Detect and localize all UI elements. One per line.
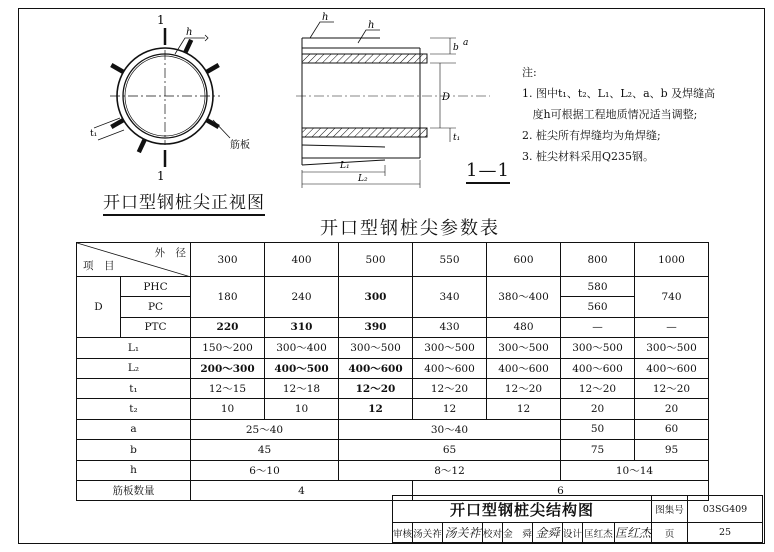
note-item-1: 1. 图中t₁、t₂、L₁、L₂、a、b 及焊缝高 (522, 87, 716, 100)
section-mark-bottom: 1 (157, 169, 165, 183)
header-outer-diameter: 外 径 (154, 247, 186, 259)
ptc-800: — (561, 317, 635, 337)
diameter-550: 550 (413, 243, 487, 277)
note-item-2: 2. 桩尖所有焊缝均为角焊缝; (522, 129, 661, 142)
t1-550: 12～20 (413, 378, 487, 398)
dim-t1: t₁ (453, 133, 461, 143)
a-1000: 60 (635, 419, 709, 439)
b-label: b (77, 440, 191, 460)
l1-800: 300～500 (561, 338, 635, 358)
diameter-600: 600 (487, 243, 561, 277)
parameter-table (76, 242, 709, 501)
b-1000: 95 (635, 440, 709, 460)
pc-label: PC (121, 297, 191, 317)
t1-600: 12～20 (487, 378, 561, 398)
designer-name: 匡红杰 (583, 523, 615, 543)
phc-800: 580 (561, 277, 635, 297)
dim-L2: L₂ (358, 174, 368, 184)
a-300-400: 25～40 (191, 419, 339, 439)
ptc-label: PTC (121, 317, 191, 337)
t2-400: 10 (265, 399, 339, 419)
l1-label: L₁ (77, 338, 191, 358)
ptc-1000: — (635, 317, 709, 337)
drawing-title: 开口型钢桩尖结构图 (393, 496, 652, 523)
atlas-label: 图集号 (652, 496, 688, 523)
check-label: 校对 (483, 523, 503, 543)
thickness-label: t₁ (90, 129, 98, 139)
reviewer-name: 汤关祚 (413, 523, 443, 543)
ribs-label: 筋板数量 (77, 480, 191, 500)
t2-1000: 20 (635, 399, 709, 419)
diameter-300: 300 (191, 243, 265, 277)
phc-label: PHC (121, 277, 191, 297)
phc-1000: 740 (635, 277, 709, 318)
note-item-1-cont: 度h可根据工程地质情况适当调整; (522, 108, 698, 121)
section-weld-label-1: h (322, 12, 329, 23)
header-corner-cell (77, 243, 191, 277)
weld-label: h (186, 27, 193, 38)
a-800: 50 (561, 419, 635, 439)
title-block (392, 495, 763, 543)
header-item: 项 目 (83, 260, 115, 272)
t1-label: t₁ (77, 378, 191, 398)
pc-800: 560 (561, 297, 635, 317)
ptc-300: 220 (191, 317, 265, 337)
l2-300: 200～300 (191, 358, 265, 378)
reviewer-signature: 汤关祚 (443, 523, 483, 543)
l2-400: 400～500 (265, 358, 339, 378)
t2-500: 12 (339, 399, 413, 419)
diameter-500: 500 (339, 243, 413, 277)
t1-500: 12～20 (339, 378, 413, 398)
t2-label: t₂ (77, 399, 191, 419)
l1-300: 150～200 (191, 338, 265, 358)
page-number: 25 (688, 523, 763, 543)
t1-300: 12～15 (191, 378, 265, 398)
l1-550: 300～500 (413, 338, 487, 358)
dim-D: D (442, 92, 451, 103)
phc-500: 300 (339, 277, 413, 318)
l1-600: 300～500 (487, 338, 561, 358)
dim-L1: L₁ (340, 161, 350, 171)
l2-550: 400～600 (413, 358, 487, 378)
t2-600: 12 (487, 399, 561, 419)
diameter-800: 800 (561, 243, 635, 277)
a-500-600: 30～40 (339, 419, 561, 439)
t2-550: 12 (413, 399, 487, 419)
l2-600: 400～600 (487, 358, 561, 378)
design-label: 设计 (563, 523, 583, 543)
a-label: a (77, 419, 191, 439)
d-label: D (77, 277, 121, 338)
page-label: 页 (652, 523, 688, 543)
l2-1000: 400～600 (635, 358, 709, 378)
checker-signature: 金舜 (533, 523, 563, 543)
t2-800: 20 (561, 399, 635, 419)
section-view-title: 1—1 (466, 160, 510, 184)
diameter-400: 400 (265, 243, 339, 277)
diameter-1000: 1000 (635, 243, 709, 277)
review-label: 审核 (393, 523, 413, 543)
t1-400: 12～18 (265, 378, 339, 398)
ptc-500: 390 (339, 317, 413, 337)
ribs-300-500: 4 (191, 480, 413, 500)
section-mark-top: 1 (157, 13, 165, 27)
designer-signature: 匡红杰 (615, 523, 652, 543)
note-item-3: 3. 桩尖材料采用Q235钢。 (522, 150, 655, 163)
checker-name: 金 舜 (503, 523, 533, 543)
section-weld-label-2: h (368, 20, 375, 31)
b-300-400: 45 (191, 440, 339, 460)
front-view-title: 开口型钢桩尖正视图 (103, 188, 265, 216)
phc-400: 240 (265, 277, 339, 318)
phc-550: 340 (413, 277, 487, 318)
ptc-600: 480 (487, 317, 561, 337)
rib-label: 筋板 (230, 140, 250, 151)
notes (522, 62, 715, 167)
atlas-number: 03SG409 (688, 496, 763, 523)
l2-500: 400～600 (339, 358, 413, 378)
dim-a: a (463, 38, 469, 48)
t2-300: 10 (191, 399, 265, 419)
b-500-600: 65 (339, 440, 561, 460)
ptc-400: 310 (265, 317, 339, 337)
l2-label: L₂ (77, 358, 191, 378)
h-label: h (77, 460, 191, 480)
front-view-drawing (80, 10, 280, 185)
ptc-550: 430 (413, 317, 487, 337)
t1-1000: 12～20 (635, 378, 709, 398)
b-800: 75 (561, 440, 635, 460)
h-800-1000: 10～14 (561, 460, 709, 480)
notes-heading: 注: (522, 66, 537, 79)
t1-800: 12～20 (561, 378, 635, 398)
l1-400: 300～400 (265, 338, 339, 358)
ribs-550-1000: 6 (413, 480, 709, 500)
phc-300: 180 (191, 277, 265, 318)
phc-600: 380～400 (487, 277, 561, 318)
l1-500: 300～500 (339, 338, 413, 358)
dim-b: b (453, 43, 459, 53)
table-title: 开口型钢桩尖参数表 (320, 218, 500, 239)
h-500-600: 8～12 (339, 460, 561, 480)
l2-800: 400～600 (561, 358, 635, 378)
h-300-400: 6～10 (191, 460, 339, 480)
l1-1000: 300～500 (635, 338, 709, 358)
